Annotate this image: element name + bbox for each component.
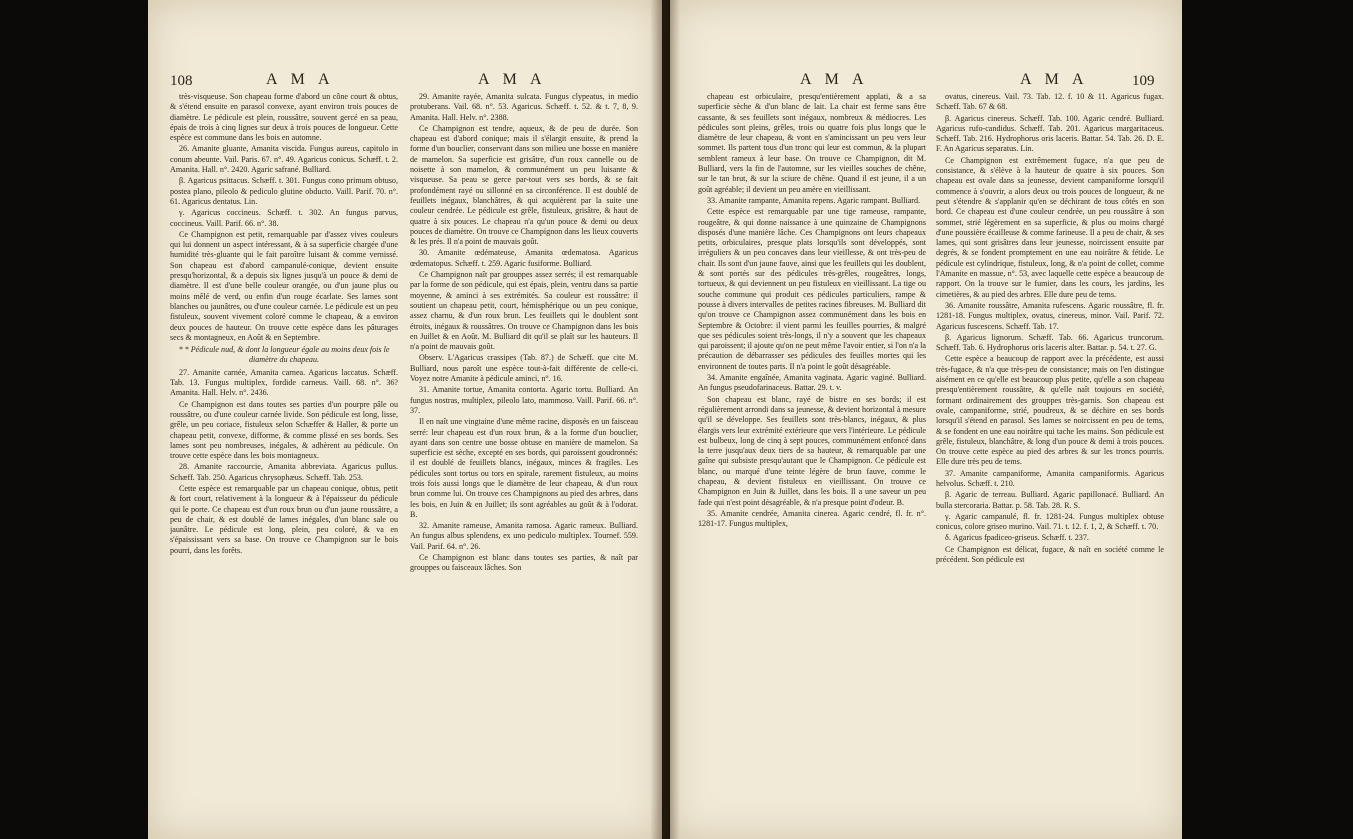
paragraph: β. Agaricus lignorum. Schæff. Tab. 66. Agaricus truncorum. Schæff. Tab. 6. Hydrophorus oris laceris alter. Battar. p. 54. t. 27. G. — [936, 332, 1164, 353]
paragraph: Il en naît une vingtaine d'une même racine, disposés en un faisceau serré: leur chapeau est d'un roux brun, & a la forme d'un bouclier, ayant dans son centre une bosse obtuse en manière de mamelon. Sa superficie est sèche, excepté en ses bords, qui paroissent goudronnés: il est doublé de feuillets blancs, inégaux, minces & fragiles. Les pédicules sont tortus ou tors en spirale, rarement fistuleux, au moins trois fois aussi longs que le diamètre de leur chapeau, & d'un roux brun comme lui. On trouve ces Champignons au pied des arbres, dans les bois, en Juin & en Juillet; ils sont agréables au goût & à l'odorat. B. — [410, 417, 638, 519]
running-head: A M A — [478, 71, 547, 88]
paragraph: 33. Amanite rampante, Amanita repens. Agaric rampant. Bulliard. — [707, 195, 921, 205]
paragraph: Son chapeau est blanc, rayé de bistre en ses bords; il est régulièrement arrondi dans sa jeunesse, & devient horizontal à mesure qu'il se développe. Ses feuillets sont très-blancs, inégaux, & plus élargis vers leur extrémité extérieure que vers l'intérieure. Le pédicule est bulbeux, long de cinq à sept pouces, communément enfoncé dans la terre jusqu'aux deux tiers de sa hauteur, & remarquable par une gaîne qui subsiste presqu'autant que le Champignon. Ce pédicule est blanc, ou marqué d'une teinte légère de brun fauve, comme le chapeau, & devient fistuleux en vieillissant. On trouve ce Champignon en Juin & Juillet, dans les bois. Il a une saveur un peu fade qui n'est point désagréable, & n'a presque point d'odeur. B. — [698, 394, 926, 507]
running-head: A M A — [800, 71, 869, 88]
paragraph: γ. Agaricus coccineus. Schæff. t. 302. An fungus parvus, coccineus. Vaill. Parif. 66. n°. 38. — [170, 208, 398, 228]
paragraph: Ce Champignon est dans toutes ses parties d'un pourpre pâle ou roussâtre, ou d'une couleur carnée livide. Son pédicule est long, lisse, grêle, un peu coriace, fistuleux selon Schæffer & Haller, & porte un chapeau petit, convexe, difforme, & comme plissé en ses bords. Ses lames sont peu nombreuses, inégales, & adhèrent au pédicule. On trouve cette espèce dans les bois montagneux. — [170, 399, 398, 461]
paragraph: Ce Champignon est tendre, aqueux, & de peu de durée. Son chapeau est d'abord conique; mais il s'élargit ensuite, & prend la forme d'un bouclier, conservant dans son milieu une bosse en manière de mamelon. Sa superficie est grisâtre, d'un roux cannelle ou de noisette à son mamelon, & communément un peu luisante & visqueuse. Sa peau se gerce par-tout vers ses bords, & se fait profondément rayé ou sillonné en sa circonférence. Il est doublé de feuillets inégaux, blanchâtres, & qui acquièrent par la suite une couleur cendrée. Le pédicule est grêle, fistuleux, grisâtre, & haut de quatre à six pouces. Le chapeau n'a qu'un pouce & demi ou deux pouces de diamètre. On trouve ce Champignon dans les lieux couverts & les prés. Il n'a point de mauvais goût. — [410, 123, 638, 247]
text-column — [170, 92, 398, 822]
paragraph: δ. Agaricus fpadiceo-griseus. Schæff. t. 237. — [945, 533, 1089, 543]
right-page — [670, 0, 1182, 839]
paragraph: 29. Amanite rayée, Amanita sulcata. Fungus clypeatus, in medio protuberans. Vail. 68. n°. 53. Agaricus. Schæff. t. 52. & t. 7, 8, 9. Amanita. Hall. Helv. n°. 2388. — [410, 92, 638, 122]
paragraph: Ce Champignon est extrêmement fugace, n'a que peu de consistance, & s'élève à la hauteur de quatre à six pouces. Son chapeau est ovale dans sa jeunesse, devient campaniforme lorsqu'il commence à s'ouvrir, a alors deux ou trois pouces de longueur, & ne peut s'étendre & s'applanir qu'en se déchirant de tous côtés en son bord. Ce chapeau est d'une couleur cendrée, un peu roussâtre à son sommet, strié légèrement en sa superficie, & plus ou moins chargé d'une poussière écailleuse & comme farineuse. Il a peu de chair, & ses lames, qui sont grisâtres dans leur jeunesse, noircissent ensuite par degrés, & se fondent promptement en une eau noirâtre & fétide. Le pédicule est cylindrique, fistuleux, long, & n'a point de collet, comme l'Amanite en massue, n°. 53, avec laquelle cette espèce a beaucoup de rapport. On la trouve sur le fumier, dans les cours, les jardins, les cimetières, & au pied des arbres. Elle dure peu de tems. — [936, 155, 1164, 299]
left-page — [148, 0, 662, 839]
paragraph: γ. Agaric campanulé, fl. fr. 1281-24. Fungus multiplex obtuse conicus, colore griseo murino. Vail. 71. t. 12. f. 1, 2, & Schæff. t. 70. — [936, 511, 1164, 532]
text-column — [698, 92, 926, 822]
running-head: A M A — [266, 71, 335, 88]
paragraph: chapeau est orbiculaire, presqu'entièrement applati, & a sa superficie sèche & d'un blanc de lait. La chair est ferme sans être cassante, & ses feuillets sont inégaux, nombreux & médiocres. Les pédicules sont pleins, grêles, trois ou quatre fois plus longs que le diamètre de leur chapeau, & vont en s'amincissant un peu vers leur sommet. Ils partent tous d'un tronc qui leur est commun, & la plupart semblent rameux à leur base. On trouve ce Champignon, dit M. Bulliard, vers la fin de l'automne, sur les vieilles souches de chêne, sur le tan brut, & sur la sciure de chêne. Quand il est jeune, il a un goût agréable; il devient un peu amère en vieillissant. — [698, 92, 926, 194]
paragraph: 36. Amanite roussâtre, Amanita rufescens. Agaric roussâtre, fl. fr. 1281-18. Fungus multiplex, ovatus, cinereus, minor. Vail. Parif. 72. Agaricus fuscescens. Schæff. Tab. 17. — [936, 300, 1164, 331]
paragraph: 37. Amanite campaniforme, Amanita campaniformis. Agaricus helvolus. Schæff. t. 210. — [936, 468, 1164, 488]
paragraph: Cette espèce a beaucoup de rapport avec la précédente, est aussi très-fugace, & n'a que très-peu de consistance; mais on l'en distingue aisément en ce qu'elle est beaucoup plus petite, qu'elle a son chapeau presqu'entièrement roussâtre, & qu'elle naît toujours en société, formant ordinairement des grouppes très-garnis. Son chapeau est ovale, campaniforme, strié, poudreux, & se déchire en ses bords lorsqu'il s'étend en parasol. Ses lames se noircissent en peu de tems, & se fondent en une eau noirâtre qui tache les mains. Son pédicule est grêle, fistuleux, blanchâtre, & long d'un pouce & demi à trois pouces. On trouve cette espèce au pied des arbres & sur les troncs pourris. Elle dure très peu de tems. — [936, 354, 1164, 467]
running-head: A M A — [1020, 71, 1089, 88]
paragraph: Cette espèce est remarquable par un chapeau conique, obtus, petit & fort court, relativement à la longueur & à l'épaisseur du pédicule qui le porte. Ce chapeau est d'un roux brun ou d'un jaune roussâtre, a peu de chair, & est doublé de lames inégales, d'un blanc sale ou jaunâtre. Le pédicule est long, plein, peu coloré, & va en s'épaississant vers sa base. On trouve ce Champignon sur le bois pourri, dans les forêts. — [170, 483, 398, 555]
text-column — [410, 92, 638, 822]
paragraph: ovatus, cinereus. Vail. 73. Tab. 12. f. 10 & 11. Agaricus fugax. Schæff. Tab. 67 & 68. — [936, 92, 1164, 112]
paragraph: 30. Amanite œdémateuse, Amanita œdematosa. Agaricus œdematopus. Schæff. t. 259. Agaric fusiforme. Bulliard. — [410, 248, 638, 268]
paragraph: 32. Amanite rameuse, Amanita ramosa. Agaric rameux. Bulliard. An fungus albus splendens, ex uno pediculo multiplex. Tournef. 559. Vail. Parif. 64. n°. 26. — [410, 521, 638, 551]
paragraph: β. Agaricus psittacus. Schæff. t. 301. Fungus cono primum obtuso, postea plano, pileolo & pediculo glutine obducto. Vaill. Parif. 70. n°. 61. Agaricus dentatus. Lin. — [170, 176, 398, 206]
text-column — [936, 92, 1164, 822]
paragraph: 28. Amanite raccourcie, Amanita abbreviata. Agaricus pullus. Schæff. Tab. 250. Agaricus chrysophæus. Schæff. Tab. 253. — [170, 462, 398, 482]
paragraph: Ce Champignon est blanc dans toutes ses parties, & naît par grouppes ou faisceaux lâches. Son — [410, 553, 638, 573]
paragraph: Ce Champignon naît par grouppes assez serrés; il est remarquable par la forme de son pédicule, qui est épais, plein, ventru dans sa partie moyenne, & aminci à ses extrémités. Sa couleur est roussâtre: il soutient un chapeau petit, court, hémisphérique ou un peu conique, assez charnu, & d'un roux brun. Les feuillets qui le doublent sont étroits, inégaux & roussâtres. On trouve ce Champignon dans les bois en Juillet & en Août. M. Bulliard dit qu'il se plaît sur les hauteurs. Il n'a point de mauvais goût. — [410, 270, 638, 352]
paragraph: 35. Amanite cendrée, Amanita cinerea. Agaric cendré, fl. fr. n°. 1281-17. Fungus multiplex, — [698, 508, 926, 529]
page-number: 109 — [1132, 73, 1155, 89]
paragraph: β. Agaricus cinereus. Schæff. Tab. 100. Agaric cendré. Bulliard. Agaricus rufo-candidus. Schæff. Tab. 201. Agaricus margaritaceus. Schæff. Tab. 216. Hydrophorus oris laceris. Battar. 54. Tab. 26. D. E. F. An Agaricus separatus. Lin. — [936, 113, 1164, 154]
page-number: 108 — [170, 73, 193, 89]
paragraph: Ce Champignon est petit, remarquable par d'assez vives couleurs qui lui donnent un aspect intéressant, & à sa superficie chargée d'une humidité très-gluante qui le fait paroître luisant & comme vernissé. Son chapeau est d'abord campanulé-conique, devient ensuite presqu'horizontal, & a depuis six lignes jusqu'à un pouce & demi de diamètre. Il est d'une belle couleur orangée, ou d'un jaune plus ou moins mêlé de verd, ou enfin d'un rouge écarlate. Ses lames sont blanches ou jaunâtres, ou d'une couleur carnée. Le pédicule est un peu fistuleux, souvent vivement coloré comme le chapeau, & a environ deux pouces de hauteur. On trouve cette espèce dans les pâturages secs & montagneux, en Août & en Septembre. — [170, 229, 398, 342]
paragraph: Observ. L'Agaricus crassipes (Tab. 87.) de Schæff. que cite M. Bulliard, nous paroît une espèce tout-à-fait différente de celle-ci. Voyez notre Amanite à pédicule aminci, n°. 16. — [410, 353, 638, 384]
section-note: * * Pédicule nud, & dont la longueur égale au moins deux fois le diamètre du chapeau. — [178, 345, 390, 365]
paragraph: 34. Amanite engaînée, Amanita vaginata. Agaric vaginé. Bulliard. An fungus pseudofarinaceus. Battar. 29. t. v. — [698, 373, 926, 393]
paragraph: 31. Amanite tortue, Amanita contorta. Agaric tortu. Bulliard. An fungus nostras, multiplex, pileolo lato, mammoso. Vaill. Parif. 66. n°. 37. — [410, 385, 638, 415]
paragraph: 27. Amanite carnée, Amanita carnea. Agaricus laccatus. Schæff. Tab. 13. Fungus multiplex, fordide carneus. Vaill. 68. n°. 36? Amanita. Hall. Helv. n°. 2436. — [170, 367, 398, 398]
paragraph: très-visqueuse. Son chapeau forme d'abord un cône court & obtus, & s'étend ensuite en parasol convexe, ayant environ trois pouces de diamètre. Le pédicule est plein, roussâtre, souvent gercé en sa peau, épais de trois à cinq lignes sur deux à trois pouces de longueur. Cette espèce est commune dans les bois en automne. — [170, 92, 398, 143]
paragraph: β. Agaric de terreau. Bulliard. Agaric papillonacé. Bulliard. An bulla stercoraria. Battar. p. 58. Tab. 28. R. S. — [936, 490, 1164, 510]
paragraph: Cette espèce est remarquable par une tige rameuse, rampante, rougeâtre, & qui donne naissance à une quinzaine de Champignons disposés d'une manière lâche. Ces Champignons ont leurs chapeaux petits, orbiculaires, presque plats lorsqu'ils sont développés, sont irréguliers & un peu concaves dans leur vieillesse, & ont très-peu de chair. Ils sont d'un jaune fauve, ainsi que les feuillets qui les doublent, & sont portés sur des pédicules très-grêles, rougeâtres, longs, tortueux, & qui deviennent un peu fistuleux en vieillissant. La tige ou souche commune qui produit ces pédicules particuliers, rampe & pousse à divers intervalles de petites racines fibreuses. M. Bulliard dit qu'on trouve ce Champignon assez communément dans les bois en Septembre & Octobre: il vient parmi les feuilles pourries, & malgré que ses pédicules soient très-longs, il n'y a souvent que les chapeaux qui paroissent; il ajoute qu'on ne peut même l'avoir entier, si l'on n'a la précaution de débarrasser ses pédicules des feuilles mortes qui les environnent de toutes parts. Il n'a point le goût désagréable. — [698, 207, 926, 371]
paragraph: Ce Champignon est délicat, fugace, & naît en société comme le précédent. Son pédicule est — [936, 544, 1164, 565]
paragraph: 26. Amanite gluante, Amanita viscida. Fungus aureus, capitulo in conum abeunte. Vail. Paris. 67. n°. 49. Agaricus conicus. Schæff. t. 2. Amanita. Hall. n°. 2420. Agaric safrané. Bulliard. — [170, 144, 398, 175]
